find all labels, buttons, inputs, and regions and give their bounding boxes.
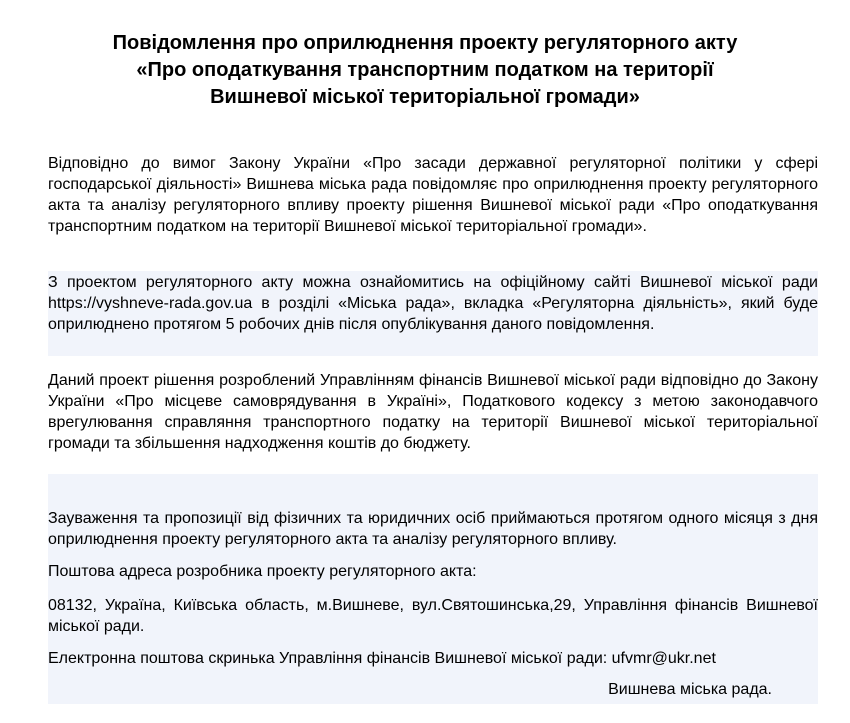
paragraph-comments: Зауваження та пропозиції від фізичних та юридичних осіб приймаються протягом одного місяця з дня оприлюднення проекту регуляторного акта та аналізу регуляторного впливу. <box>48 504 818 552</box>
title-line-3: Вишневої міської територіальної громади» <box>210 86 640 108</box>
shaded-spacer <box>48 474 818 504</box>
paragraph-legal-basis: Відповідно до вимог Закону України «Про засади державної регуляторної політики у сфері господарської діяльності» Вишнева міська рада повідомляє про оприлюднення проекту регуляторного акта та аналізу регуляторного впливу проекту рішення Вишневої міської ради «Про оподаткування транспортним податком на території Вишневої міської територіальної громади». <box>48 155 818 235</box>
paragraph-email: Електронна поштова скринька Управління фінансів Вишневої міської ради: ufvmr@ukr.net <box>48 640 818 678</box>
paragraph-project-description: Даний проект рішення розроблений Управлінням фінансів Вишневої міської ради відповідно до Закону України «Про місцеве самоврядування в Україні», Податкового кодексу з метою законодавчого врегулювання справляння транспортного податку на території Вишневої міської територіальної громади та збільшення надходження коштів до бюджету. <box>48 372 818 452</box>
paragraph-postal-address: 08132, Україна, Київська область, м.Вишневе, вул.Святошинська,29, Управління фінансів Вишневої міської ради. <box>48 590 818 640</box>
signature: Вишнева міська рада. <box>48 678 818 704</box>
paragraph-postal-address-label: Поштова адреса розробника проекту регуляторного акта: <box>48 552 818 590</box>
document-title <box>40 30 810 111</box>
paragraph-publication-info: З проектом регуляторного акту можна ознайомитись на офіційному сайті Вишневої міської ради https://vyshneve-rada.gov.ua в розділі «Міська рада», вкладка «Регуляторна діяльність», який буде оприлюднено протягом 5 робочих днів після опублікування даного повідомлення. <box>48 271 818 356</box>
title-line-2: «Про оподаткування транспортним податком на території <box>136 59 714 81</box>
title-line-1: Повідомлення про оприлюднення проекту регуляторного акту <box>112 32 738 54</box>
